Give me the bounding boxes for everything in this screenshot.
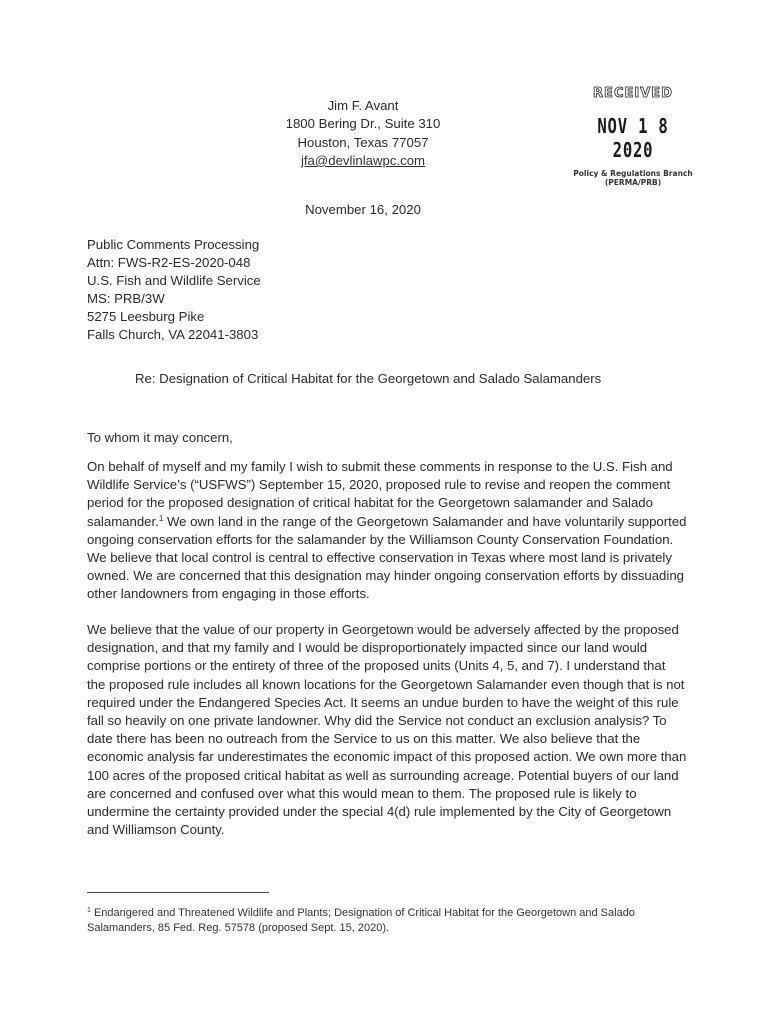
stamp-date: NOV 1 8 2020	[597, 114, 669, 162]
footnote-marker: 1	[87, 907, 91, 914]
sender-address-line-1: 1800 Bering Dr., Suite 310	[285, 116, 441, 132]
sender-block	[250, 97, 476, 170]
received-stamp	[568, 86, 698, 187]
body-paragraph-2: We believe that the value of our property in Georgetown would be adversely affected by the proposed designation, and that my family and I would be disproportionately impacted since our land would comprise portions or the entirety of three of the proposed units (Units 4, 5, and 7). I understand that the proposed rule includes all known locations for the Georgetown Salamander even though that is not required under the Endangered Species Act. It seems an undue burden to have the weight of this rule fall so heavily on one private landowner. Why did the Service not conduct an exclusion analysis? To date there has been no outreach from the Service to us on this matter. We also believe that the economic analysis far underestimates the economic impact of this proposed action. We own more than 100 acres of the proposed critical habitat as well as surrounding acreage. Potential buyers of our land are concerned and confused over what this would mean to them. The proposed rule is likely to undermine the certainty provided under the special 4(d) rule implemented by the City of Georgetown and Williamson County.	[87, 622, 687, 838]
stamp-branch-line-1: Policy & Regulations Branch	[573, 169, 693, 178]
recipient-line-2: Attn: FWS-R2-ES-2020-048	[87, 255, 251, 271]
recipient-address-block	[87, 236, 261, 345]
stamp-received-label: RECEIVED	[593, 85, 673, 102]
recipient-line-5: 5275 Leesburg Pike	[87, 309, 205, 325]
recipient-line-6: Falls Church, VA 22041-3803	[87, 327, 259, 343]
recipient-line-4: MS: PRB/3W	[87, 291, 165, 307]
footnote	[87, 906, 687, 936]
footnote-reference: 1	[158, 513, 164, 523]
recipient-line-3: U.S. Fish and Wildlife Service	[87, 273, 261, 289]
sender-address-line-2: Houston, Texas 77057	[297, 134, 429, 150]
paragraph-1-text-b: We own land in the range of the Georgetown Salamander and have voluntarily supported ongoing conservation efforts for the salamander by the Williamson County Conservation Foundation. We believe that local control is central to effective conservation in Texas where most land is privately owned. We are concerned that this designation may hinder ongoing conservation efforts by dissuading other landowners from engaging in those efforts.	[87, 513, 687, 602]
sender-email-link[interactable]: jfa@devlinlawpc.com	[300, 152, 426, 168]
sender-name: Jim F. Avant	[327, 98, 399, 113]
body-paragraph-1	[87, 458, 687, 604]
stamp-branch-line-2: (PERMA/PRB)	[604, 177, 662, 187]
footnote-text: Endangered and Threatened Wildlife and Plants; Designation of Critical Habitat for the Georgetown and Salado Salamanders, 85 Fed. Reg. 57578 (proposed Sept. 15, 2020).	[87, 907, 635, 934]
subject-line: Re: Designation of Critical Habitat for the Georgetown and Salado Salamanders	[135, 371, 602, 386]
footnote-divider	[87, 892, 269, 893]
letter-date: November 16, 2020	[305, 202, 421, 217]
salutation: To whom it may concern,	[87, 430, 233, 445]
recipient-line-1: Public Comments Processing	[87, 237, 260, 252]
paragraph-1-text-a: On behalf of myself and my family I wish to submit these comments in response to the U.S. Fish and Wildlife Service’s (“USFWS”) September 15, 2020, proposed rule to revise and reopen the comment period for the proposed designation of critical habitat for the Georgetown salamander and Salado salamander.	[87, 459, 673, 529]
stamp-branch	[568, 170, 698, 187]
